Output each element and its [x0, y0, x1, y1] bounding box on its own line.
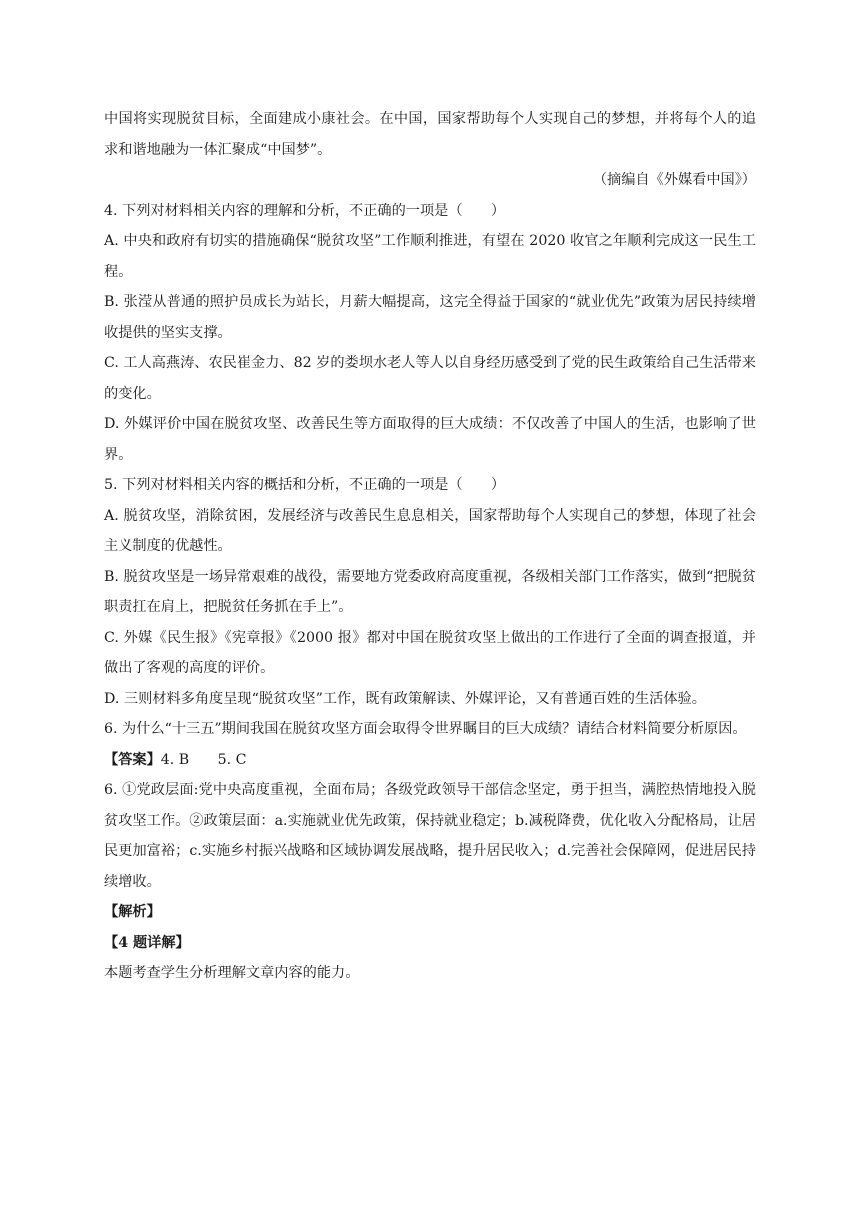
question-4-option-c: C. 工人高燕涛、农民崔金力、82 岁的娄坝水老人等人以自身经历感受到了党的民生政策给自己生活带来的变化。	[104, 355, 756, 402]
answer-line	[104, 745, 756, 776]
question-4-option-a: A. 中央和政府有切实的措施确保“脱贫攻坚”工作顺利推进，有望在 2020 收官之年顺利完成这一民生工程。	[104, 233, 756, 280]
document-page	[104, 104, 756, 989]
analysis-text: 本题考查学生分析理解文章内容的能力。	[104, 965, 360, 981]
analysis-sub-label: 【4 题详解】	[104, 934, 190, 951]
question-5-option-a: A. 脱贫攻坚，消除贫困，发展经济与改善民生息息相关，国家帮助每个人实现自己的梦想，体现了社会主义制度的优越性。	[104, 507, 756, 554]
question-4-option-d: D. 外媒评价中国在脱贫攻坚、改善民生等方面取得的巨大成绩：不仅改善了中国人的生活，也影响了世界。	[104, 416, 756, 463]
answer-question-6: 6. ①党政层面:党中央高度重视，全面布局；各级党政领导干部信念坚定，勇于担当，满腔热情地投入脱贫攻坚工作。②政策层面：a.实施就业优先政策，保持就业稳定；b.减税降费，优化收入分配格局，让居民更加富裕；c.实施乡村振兴战略和区域协调发展战略，提升居民收入；d.完善社会保障网，促进居民持续增收。	[104, 782, 756, 890]
answer-label: 【答案】	[104, 751, 161, 768]
source-citation: （摘编自《外媒看中国》）	[592, 172, 756, 188]
question-5-option-d: D. 三则材料多角度呈现“脱贫攻坚”工作，既有政策解读、外媒评论，又有普通百姓的生活体验。	[104, 690, 706, 707]
question-5-stem: 5. 下列对材料相关内容的概括和分析，不正确的一项是（ ）	[104, 477, 506, 493]
question-5-option-c: C. 外媒《民生报》《宪章报》《2000 报》都对中国在脱贫攻坚上做出的工作进行了全面的调查报道，并做出了客观的高度的评价。	[104, 629, 756, 676]
question-4-stem: 4. 下列对材料相关内容的理解和分析，不正确的一项是（ ）	[104, 202, 506, 219]
question-5-option-b: B. 脱贫攻坚是一场异常艰难的战役，需要地方党委政府高度重视，各级相关部门工作落实，做到“把脱贫职责扛在肩上，把脱贫任务抓在手上”。	[104, 568, 756, 615]
answer-text: 4. B 5. C	[160, 751, 247, 768]
question-6-stem: 6. 为什么“十三五”期间我国在脱贫攻坚方面会取得令世界瞩目的巨大成绩？请结合材料简要分析原因。	[104, 721, 747, 737]
analysis-label: 【解析】	[104, 904, 161, 920]
question-4-option-b: B. 张滢从普通的照护员成长为站长，月薪大幅提高，这完全得益于国家的“就业优先”政策为居民持续增收提供的坚实支撑。	[104, 294, 756, 341]
intro-paragraph: 中国将实现脱贫目标，全面建成小康社会。在中国，国家帮助每个人实现自己的梦想，并将每个人的追求和谐地融为一体汇聚成“中国梦”。	[104, 111, 756, 158]
